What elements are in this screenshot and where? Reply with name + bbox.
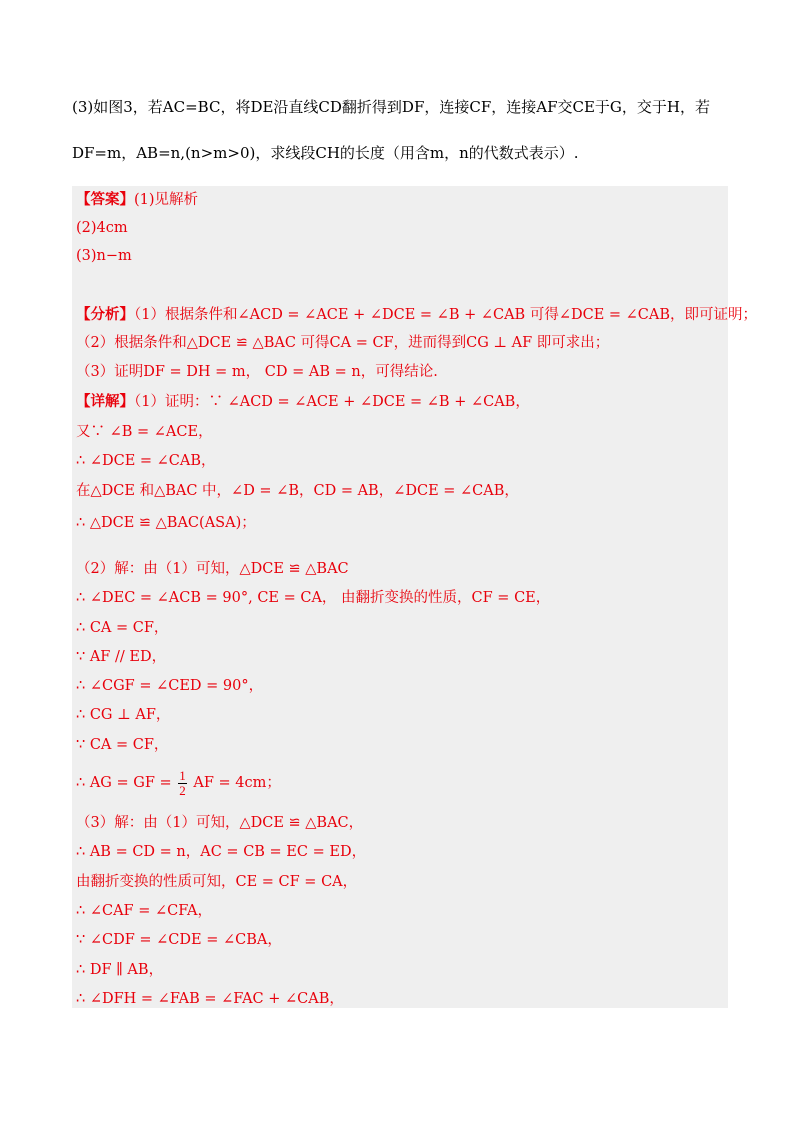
detail-line-12: ∵ CA = CF， bbox=[76, 737, 169, 753]
question-line-2: DF=m，AB=n,(n>m>0)，求线段CH的长度（用含m，n的代数式表示）. bbox=[72, 144, 579, 162]
answer-3: (3)n−m bbox=[76, 248, 132, 264]
detail-l13b: AF = 4cm； bbox=[193, 775, 281, 791]
detail-l1: （1）证明：∵ ∠ACD = ∠ACE + ∠DCE = ∠B + ∠CAB， bbox=[134, 394, 530, 410]
detail-l13a: ∴ AG = GF = bbox=[76, 775, 172, 791]
answer-1: (1)见解析 bbox=[134, 192, 199, 208]
answer-block bbox=[72, 186, 758, 1008]
detail-line-20: ∴ ∠DFH = ∠FAB = ∠FAC + ∠CAB， bbox=[76, 991, 344, 1007]
detail-line-15: ∴ AB = CD = n，AC = CB = EC = ED， bbox=[76, 844, 367, 860]
fraction-numerator: 1 bbox=[179, 767, 186, 783]
detail-line-16: 由翻折变换的性质可知，CE = CF = CA， bbox=[76, 874, 358, 890]
answer-label: 【答案】 bbox=[76, 191, 134, 208]
answer-2: (2)4cm bbox=[76, 220, 128, 236]
analysis-p1: （1）根据条件和∠ACD = ∠ACE + ∠DCE = ∠B + ∠CAB 可得∠DCE = ∠CAB，即可证明； bbox=[134, 307, 758, 323]
detail-label: 【详解】 bbox=[76, 393, 134, 410]
analysis-line-1 bbox=[76, 305, 757, 325]
detail-line-7 bbox=[76, 588, 550, 608]
detail-line-8: ∴ CA = CF， bbox=[76, 620, 169, 636]
detail-line-4: 在△DCE 和△BAC 中，∠D = ∠B，CD = AB，∠DCE = ∠CAB， bbox=[76, 483, 519, 499]
detail-l7b: 由翻折变换的性质，CF = CE， bbox=[341, 590, 551, 606]
detail-line-19: ∴ DF ∥ AB， bbox=[76, 962, 164, 978]
question-line-1: (3)如图3，若AC=BC，将DE沿直线CD翻折得到DF，连接CF，连接AF交CE于G，交于H，若 bbox=[72, 98, 710, 116]
detail-line-11: ∴ CG ⊥ AF， bbox=[76, 707, 171, 723]
detail-line-1 bbox=[76, 392, 530, 412]
detail-l7a: ∴ ∠DEC = ∠ACB = 90°, CE = CA， bbox=[76, 590, 337, 606]
answer-part-1 bbox=[76, 190, 198, 210]
detail-line-2: 又∵ ∠B = ∠ACE， bbox=[76, 424, 213, 440]
analysis-line-3: （3）证明DF = DH = m， CD = AB = n，可得结论. bbox=[76, 364, 438, 380]
detail-line-14: （3）解：由（1）可知，△DCE ≌ △BAC， bbox=[76, 815, 364, 831]
detail-line-10: ∴ ∠CGF = ∠CED = 90°， bbox=[76, 678, 264, 694]
analysis-line-2: （2）根据条件和△DCE ≌ △BAC 可得CA = CF，进而得到CG ⊥ AF 即可求出； bbox=[76, 335, 610, 351]
detail-line-3: ∴ ∠DCE = ∠CAB， bbox=[76, 453, 216, 469]
detail-line-6: （2）解：由（1）可知，△DCE ≌ △BAC bbox=[76, 561, 349, 577]
fraction-half bbox=[178, 769, 187, 798]
analysis-label: 【分析】 bbox=[76, 306, 134, 323]
detail-line-17: ∴ ∠CAF = ∠CFA， bbox=[76, 903, 212, 919]
detail-line-5: ∴ △DCE ≌ △BAC(ASA)； bbox=[76, 515, 256, 531]
detail-line-9: ∵ AF // ED， bbox=[76, 649, 167, 665]
detail-line-13 bbox=[76, 767, 281, 799]
detail-line-18: ∵ ∠CDF = ∠CDE = ∠CBA， bbox=[76, 932, 282, 948]
fraction-denominator: 2 bbox=[179, 782, 186, 798]
